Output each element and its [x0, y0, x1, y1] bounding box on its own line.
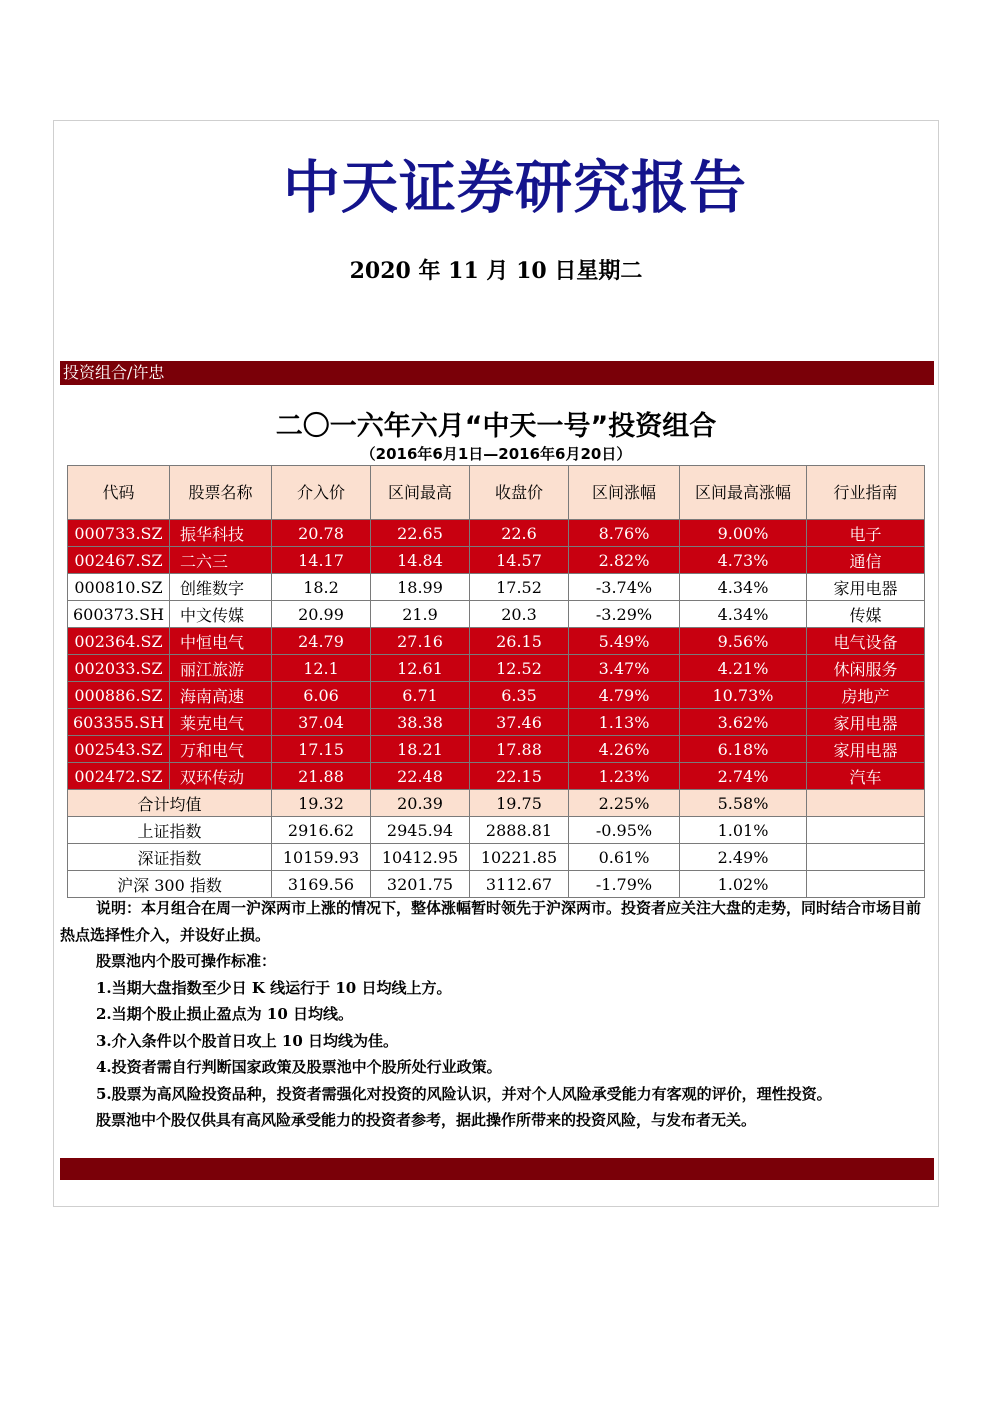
note-paragraph: 1.当期大盘指数至少日 K 线运行于 10 日均线上方。 — [96, 978, 452, 997]
cell-code: 000886.SZ — [68, 682, 170, 709]
cell-code: 002543.SZ — [68, 736, 170, 763]
cell-close: 19.75 — [470, 790, 569, 817]
cell-change: -3.74% — [569, 574, 680, 601]
cell-change: 1.23% — [569, 763, 680, 790]
table-row — [68, 601, 925, 628]
cell-close: 14.57 — [470, 547, 569, 574]
cell-max-change: 9.56% — [680, 628, 807, 655]
cell-close: 6.35 — [470, 682, 569, 709]
portfolio-table — [67, 465, 925, 898]
cell-name: 二六三 — [170, 547, 272, 574]
bottom-bar — [60, 1158, 934, 1180]
cell-close: 26.15 — [470, 628, 569, 655]
table-row — [68, 682, 925, 709]
cell-entry: 20.78 — [272, 520, 371, 547]
cell-max-change: 9.00% — [680, 520, 807, 547]
cell-code: 002364.SZ — [68, 628, 170, 655]
cell-industry: 传媒 — [807, 601, 925, 628]
cell-entry: 6.06 — [272, 682, 371, 709]
cell-close: 22.6 — [470, 520, 569, 547]
cell-industry — [807, 817, 925, 844]
cell-max-change: 1.01% — [680, 817, 807, 844]
header-industry: 行业指南 — [807, 466, 925, 520]
cell-industry: 休闲服务 — [807, 655, 925, 682]
cell-industry: 房地产 — [807, 682, 925, 709]
cell-change: -0.95% — [569, 817, 680, 844]
cell-change: 2.25% — [569, 790, 680, 817]
cell-code: 002467.SZ — [68, 547, 170, 574]
section-label: 投资组合/许忠 — [63, 363, 165, 382]
cell-industry — [807, 844, 925, 871]
header-name: 股票名称 — [170, 466, 272, 520]
cell-name: 振华科技 — [170, 520, 272, 547]
cell-name: 中恒电气 — [170, 628, 272, 655]
table-row — [68, 655, 925, 682]
cell-close: 17.88 — [470, 736, 569, 763]
cell-high: 18.99 — [371, 574, 470, 601]
cell-high: 38.38 — [371, 709, 470, 736]
cell-max-change: 4.34% — [680, 601, 807, 628]
cell-close: 20.3 — [470, 601, 569, 628]
header-high: 区间最高 — [371, 466, 470, 520]
cell-high: 3201.75 — [371, 871, 470, 898]
cell-industry: 汽车 — [807, 763, 925, 790]
cell-change: 0.61% — [569, 844, 680, 871]
cell-code: 600373.SH — [68, 601, 170, 628]
table-row — [68, 574, 925, 601]
cell-high: 12.61 — [371, 655, 470, 682]
summary-label: 沪深 300 指数 — [68, 871, 272, 898]
cell-close: 17.52 — [470, 574, 569, 601]
cell-entry: 12.1 — [272, 655, 371, 682]
cell-change: 4.79% — [569, 682, 680, 709]
note-paragraph: 4.投资者需自行判断国家政策及股票池中个股所处行业政策。 — [96, 1058, 502, 1076]
note-paragraph: 股票池中个股仅供具有高风险承受能力的投资者参考，据此操作所带来的投资风险，与发布者无关。 — [96, 1111, 757, 1129]
summary-label: 深证指数 — [68, 844, 272, 871]
cell-high: 22.48 — [371, 763, 470, 790]
cell-max-change: 1.02% — [680, 871, 807, 898]
cell-max-change: 4.21% — [680, 655, 807, 682]
portfolio-title: 二〇一六年六月“中天一号”投资组合 — [275, 411, 717, 442]
cell-industry — [807, 790, 925, 817]
summary-row — [68, 871, 925, 898]
cell-code: 000733.SZ — [68, 520, 170, 547]
cell-change: 8.76% — [569, 520, 680, 547]
cell-close: 10221.85 — [470, 844, 569, 871]
cell-close: 3112.67 — [470, 871, 569, 898]
summary-label: 上证指数 — [68, 817, 272, 844]
cell-entry: 37.04 — [272, 709, 371, 736]
cell-name: 双环传动 — [170, 763, 272, 790]
cell-entry: 2916.62 — [272, 817, 371, 844]
cell-close: 2888.81 — [470, 817, 569, 844]
cell-change: 2.82% — [569, 547, 680, 574]
cell-entry: 20.99 — [272, 601, 371, 628]
cell-entry: 24.79 — [272, 628, 371, 655]
summary-row — [68, 817, 925, 844]
cell-change: 1.13% — [569, 709, 680, 736]
cell-close: 37.46 — [470, 709, 569, 736]
cell-close: 12.52 — [470, 655, 569, 682]
cell-high: 18.21 — [371, 736, 470, 763]
table-row — [68, 763, 925, 790]
cell-code: 002472.SZ — [68, 763, 170, 790]
table-row — [68, 709, 925, 736]
cell-entry: 17.15 — [272, 736, 371, 763]
note-paragraph: 3.介入条件以个股首日攻上 10 日均线为佳。 — [96, 1031, 398, 1050]
cell-code: 000810.SZ — [68, 574, 170, 601]
cell-high: 21.9 — [371, 601, 470, 628]
header-entry: 介入价 — [272, 466, 371, 520]
cell-max-change: 2.74% — [680, 763, 807, 790]
cell-change: -3.29% — [569, 601, 680, 628]
cell-entry: 21.88 — [272, 763, 371, 790]
cell-high: 2945.94 — [371, 817, 470, 844]
cell-change: 4.26% — [569, 736, 680, 763]
cell-max-change: 5.58% — [680, 790, 807, 817]
cell-high: 27.16 — [371, 628, 470, 655]
cell-change: 5.49% — [569, 628, 680, 655]
summary-row — [68, 844, 925, 871]
note-paragraph: 5.股票为高风险投资品种，投资者需强化对投资的风险认识，并对个人风险承受能力有客观的评价，理性投资。 — [96, 1084, 832, 1103]
cell-max-change: 6.18% — [680, 736, 807, 763]
summary-label: 合计均值 — [68, 790, 272, 817]
cell-code: 603355.SH — [68, 709, 170, 736]
cell-max-change: 2.49% — [680, 844, 807, 871]
cell-entry: 14.17 — [272, 547, 371, 574]
report-title: 中天证券研究报告 — [283, 155, 747, 221]
cell-high: 22.65 — [371, 520, 470, 547]
cell-name: 万和电气 — [170, 736, 272, 763]
cell-high: 6.71 — [371, 682, 470, 709]
cell-high: 20.39 — [371, 790, 470, 817]
header-close: 收盘价 — [470, 466, 569, 520]
table-row — [68, 736, 925, 763]
cell-industry: 通信 — [807, 547, 925, 574]
table-row — [68, 520, 925, 547]
cell-entry: 10159.93 — [272, 844, 371, 871]
header-code: 代码 — [68, 466, 170, 520]
portfolio-period: （2016年6月1日—2016年6月20日） — [360, 445, 632, 463]
cell-change: -1.79% — [569, 871, 680, 898]
cell-industry: 家用电器 — [807, 709, 925, 736]
note-paragraph: 说明：本月组合在周一沪深两市上涨的情况下，整体涨幅暂时领先于沪深两市。投资者应关注大盘的走势，同时结合市场目前热点选择性介入，并设好止损。 — [60, 899, 922, 944]
section-bar — [60, 361, 934, 385]
cell-name: 海南高速 — [170, 682, 272, 709]
cell-name: 丽江旅游 — [170, 655, 272, 682]
cell-name: 莱克电气 — [170, 709, 272, 736]
cell-industry: 家用电器 — [807, 736, 925, 763]
note-paragraph: 2.当期个股止损止盈点为 10 日均线。 — [96, 1005, 353, 1023]
cell-close: 22.15 — [470, 763, 569, 790]
cell-change: 3.47% — [569, 655, 680, 682]
cell-entry: 18.2 — [272, 574, 371, 601]
table-header-row — [68, 466, 925, 520]
cell-max-change: 4.73% — [680, 547, 807, 574]
summary-row — [68, 790, 925, 817]
notes — [60, 895, 934, 1134]
cell-max-change: 3.62% — [680, 709, 807, 736]
header-max-change: 区间最高涨幅 — [680, 466, 807, 520]
cell-industry: 家用电器 — [807, 574, 925, 601]
cell-high: 10412.95 — [371, 844, 470, 871]
note-paragraph: 股票池内个股可操作标准： — [96, 952, 277, 970]
table-row — [68, 628, 925, 655]
cell-entry: 19.32 — [272, 790, 371, 817]
cell-max-change: 10.73% — [680, 682, 807, 709]
cell-name: 创维数字 — [170, 574, 272, 601]
cell-code: 002033.SZ — [68, 655, 170, 682]
report-date: 2020 年 11 月 10 日星期二 — [349, 258, 643, 284]
cell-industry: 电气设备 — [807, 628, 925, 655]
cell-max-change: 4.34% — [680, 574, 807, 601]
cell-entry: 3169.56 — [272, 871, 371, 898]
cell-name: 中文传媒 — [170, 601, 272, 628]
table-row — [68, 547, 925, 574]
cell-industry — [807, 871, 925, 898]
cell-industry: 电子 — [807, 520, 925, 547]
cell-high: 14.84 — [371, 547, 470, 574]
header-change: 区间涨幅 — [569, 466, 680, 520]
